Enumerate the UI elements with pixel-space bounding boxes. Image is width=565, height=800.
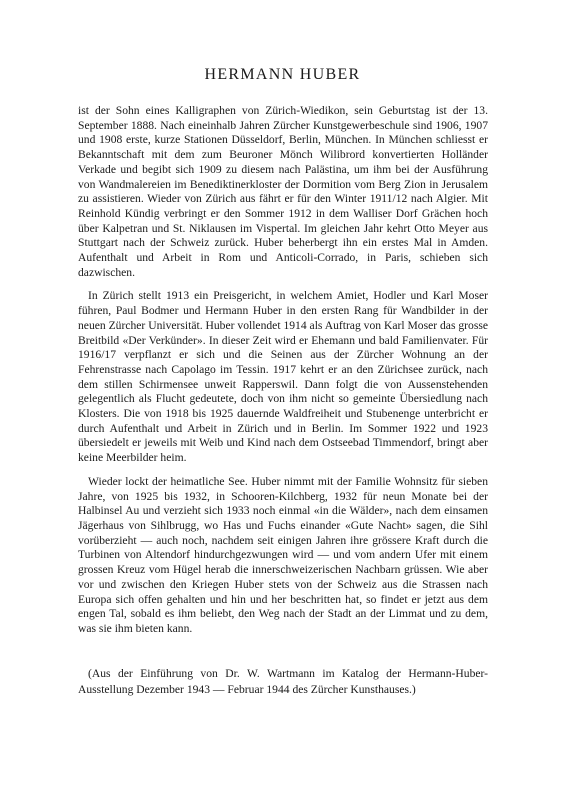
paragraph-1: ist der Sohn eines Kalligraphen von Zürich-Wiedikon, sein Geburtstag ist der 13. September 1888. Nach eineinhalb Jahren Zürcher Kunstgewerbeschule sind 1906, 1907 und 1908 erste, kurze Stationen Düsseldorf, Berlin, München. In München schliesst er Bekanntschaft mit dem zum Beuroner Mönch Wilibrord konvertierten Holländer Verkade und begibt sich 1909 zu diesem nach Palästina, um ihm bei der Ausführung von Wandmalereien im Benediktinerkloster der Dormition vom Berg Zion in Jerusalem zu assistieren. Wieder von Zürich aus fährt er für den Winter 1911/12 nach Algier. Mit Reinhold Kündig verbringt er den Sommer 1912 in dem Walliser Dorf Grächen hoch über Kalpetran und St. Niklausen im Vispertal. Im gleichen Jahr kehrt Otto Meyer aus Stuttgart nach der Schweiz zurück. Huber beherbergt ihn ein erstes Mal in Amden. Aufenthalt und Arbeit in Rom und Anticoli-Corrado, in Paris, schieben sich dazwischen. (78, 104, 488, 279)
paragraph-2: In Zürich stellt 1913 ein Preisgericht, in welchem Amiet, Hodler und Karl Moser führen, Paul Bodmer und Hermann Huber in den ersten Rang für Wandbilder in der neuen Zürcher Universität. Huber vollendet 1914 als Auftrag von Karl Moser das grosse Breitbild «Der Verkünder». In dieser Zeit wird er Ehemann und bald Familienvater. Für 1916/17 verpflanzt er sich und die Seinen aus der Zürcher Wohnung an der Fehrenstrasse nach Capolago im Tessin. 1917 kehrt er an den Zürichsee zurück, nach dem stillen Schirmensee unweit Rapperswil. Dann folgt die von Aussenstehenden gelegentlich als Flucht gedeutete, doch von ihm nicht so gemeinte Übersiedlung nach Klosters. Die von 1918 bis 1925 dauernde Waldfreiheit und Stubenenge unterbricht er durch Aufenthalt und Arbeit in Zürich und in Berlin. Im Sommer 1922 und 1923 übersiedelt er jeweils mit Weib und Kind nach dem Ostseebad Timmendorf, bringt aber keine Meerbilder heim. (78, 289, 488, 465)
source-citation: (Aus der Einführung von Dr. W. Wartmann im Katalog der Hermann-Huber-Ausstellung Dezember 1943 — Februar 1944 des Zürcher Kunsthauses.) (78, 667, 488, 696)
paragraph-3: Wieder lockt der heimatliche See. Huber nimmt mit der Familie Wohnsitz für sieben Jahre, von 1925 bis 1932, in Schooren-Kilchberg, 1932 für neun Monate bei der Halbinsel Au und verzieht sich 1933 noch einmal «in die Wälder», nach dem einsamen Jägerhaus von Sihlbrugg, wo Has und Fuchs einander «Gute Nacht» sagen, die Sihl vorüberzieht — auch noch, nachdem seit einigen Jahren ihre grössere Kraft durch die Turbinen von Altendorf hindurchgezwungen wird — und vom andern Ufer mit einem grossen Kreuz vom Hügel herab die innerschweizerischen Nachbarn grüssen. Wie aber vor und zwischen den Kriegen Huber stets von der Schweiz aus die Strassen nach Europa sich offen gehalten und hin und her beschritten hat, so findet er jetzt aus dem engen Tal, sobald es ihm beliebt, den Weg nach der Stadt an der Limmat und zu dem, was sie ihm bieten kann. (78, 474, 488, 635)
page-title: HERMANN HUBER (204, 66, 361, 83)
biography-text (78, 104, 488, 637)
